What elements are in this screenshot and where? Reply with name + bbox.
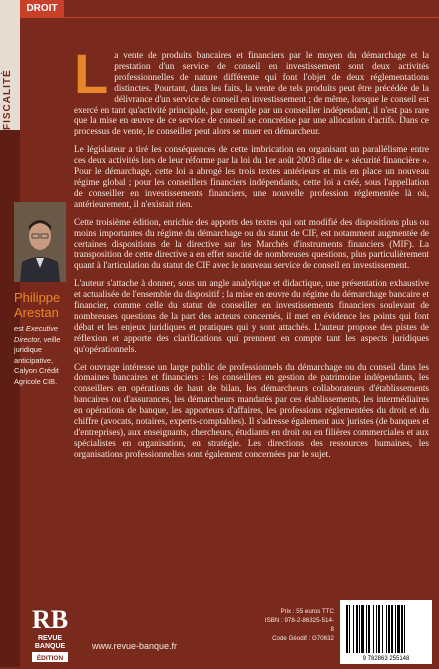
header-rule: [64, 17, 439, 18]
barcode: [340, 600, 432, 664]
price: Prix : 55 euros TTC: [280, 608, 334, 615]
price-info: [262, 607, 334, 643]
logo-line1: REVUE: [37, 635, 63, 642]
author-first-name: Philippe: [14, 290, 61, 305]
author-bio: [14, 324, 74, 387]
paragraph-1: [74, 42, 429, 137]
paragraph-4: L'auteur s'attache à donner, sous un angle analytique et didactique, une présentation exhaustive et actualisée de l'ensemble du dispositif ; la mise en œuvre du régime du démarchage bancaire et financier, comme celle du statut de conseiller en investissements financiers soulevant de nombreuses questions de la part des acteurs concernés, il met en évidence les points qui font débat et les enjeux juridiques et pratiques qui y sont attachés. L'auteur propose des pistes de réflexion et apporte des clarifications qui prennent en compte tant les aspects juridiques qu'opérationnels.: [74, 278, 429, 354]
author-name: [14, 290, 74, 320]
drop-cap: L: [74, 42, 109, 105]
back-cover-text: [74, 42, 429, 467]
paragraph-3: Cette troisième édition, enrichie des apports des textes qui ont modifié des dispositions plus ou moins importantes du régime du démarchage ou du statut de CIF, est notamment augmentée de certaines dispositions de la directive sur les Marchés d'instruments financiers (MIF). La transposition de cette directive a en effet suscité de nombreuses questions, plus particulièrement quant à l'articulation du statut de CIF avec le nouveau service de conseil en investissement.: [74, 216, 429, 271]
paragraph-2: Le législateur a tiré les conséquences de cette imbrication en organisant un parallélisme entre ces deux activités lors de leur réforme par la loi du 1er août 2003 dite de « sécurité financière ». Pour le démarchage, cette loi a abrogé les trois textes antérieurs et mis en place un nouveau régime global ; pour les conseillers financiers indépendants, cette loi a créé, sous l'appellation de conseiller en investissements financiers, une nouvelle profession réglementée là où, antérieurement, il n'existait rien.: [74, 144, 429, 209]
publisher-website[interactable]: www.revue-banque.fr: [92, 641, 178, 651]
logo-line3: ÉDITION: [36, 655, 64, 662]
bio-role: Executive Director,: [14, 324, 58, 344]
author-photo: [14, 202, 66, 282]
barcode-graphic: [340, 600, 432, 664]
collection-label: FISCALITÉ: [2, 69, 13, 130]
logo-rb: RB: [31, 605, 69, 634]
author-last-name: Arestan: [14, 305, 59, 320]
barcode-digits: 9 782863 255148: [362, 656, 410, 662]
paragraph-1-text: a vente de produits bancaires et financiers par le moyen du démarchage et la prestation d'un service de conseil en investissement sont deux activités professionnelles de nature différente qui font l'objet de deux réglementations distinctes. Pourtant, dans les faits, la vente de tels produits peut être précédée de la délivrance d'un service de conseil en investissement ; de même, lorsque le conseil est exercé en tant qu'activité principale, par exemple par un conseiller indépendant, il n'est pas rare que la mise en œuvre de ce service de conseil se concrétise par une allocation d'actifs. Dans ce processus de vente, le conseiller peut alors se muer en démarcheur.: [74, 50, 429, 137]
paragraph-5: Cet ouvrage intéresse un large public de professionnels du démarchage ou du conseil dans les domaines bancaires et financiers : les conseillers en gestion de patrimoine indépendants, les conseillers en opérations de haut de bilan, les démarcheurs collaborateurs d'établissements bancaires ou d'assurances, les démarcheurs mandatés par ces établissements, les intermédiaires en opérations de banque, les apporteurs d'affaires, les professions réglementées du droit et du chiffre (avocats, notaires, experts-comptables). Il s'adresse également aux juristes (de banques et d'entreprises), aux enseignants, chercheurs, étudiants en droit ou en filières commerciales et aux spécialistes en organisation, en stratégie. Les directions des ressources humaines, les organisations professionnelles sont également concernées par le sujet.: [74, 361, 429, 459]
bio-prefix: est: [14, 324, 24, 333]
publisher-logo: [30, 602, 70, 664]
logo-line2: BANQUE: [34, 643, 66, 650]
bio-rest: veille juridique anticipative, Calyon Crédit Agricole CIB.: [14, 334, 61, 386]
geodif-code: Code Géodif : G70632: [272, 635, 334, 642]
series-tab: DROIT: [20, 0, 64, 18]
isbn: ISBN : 978-2-86325-514-8: [264, 617, 334, 633]
